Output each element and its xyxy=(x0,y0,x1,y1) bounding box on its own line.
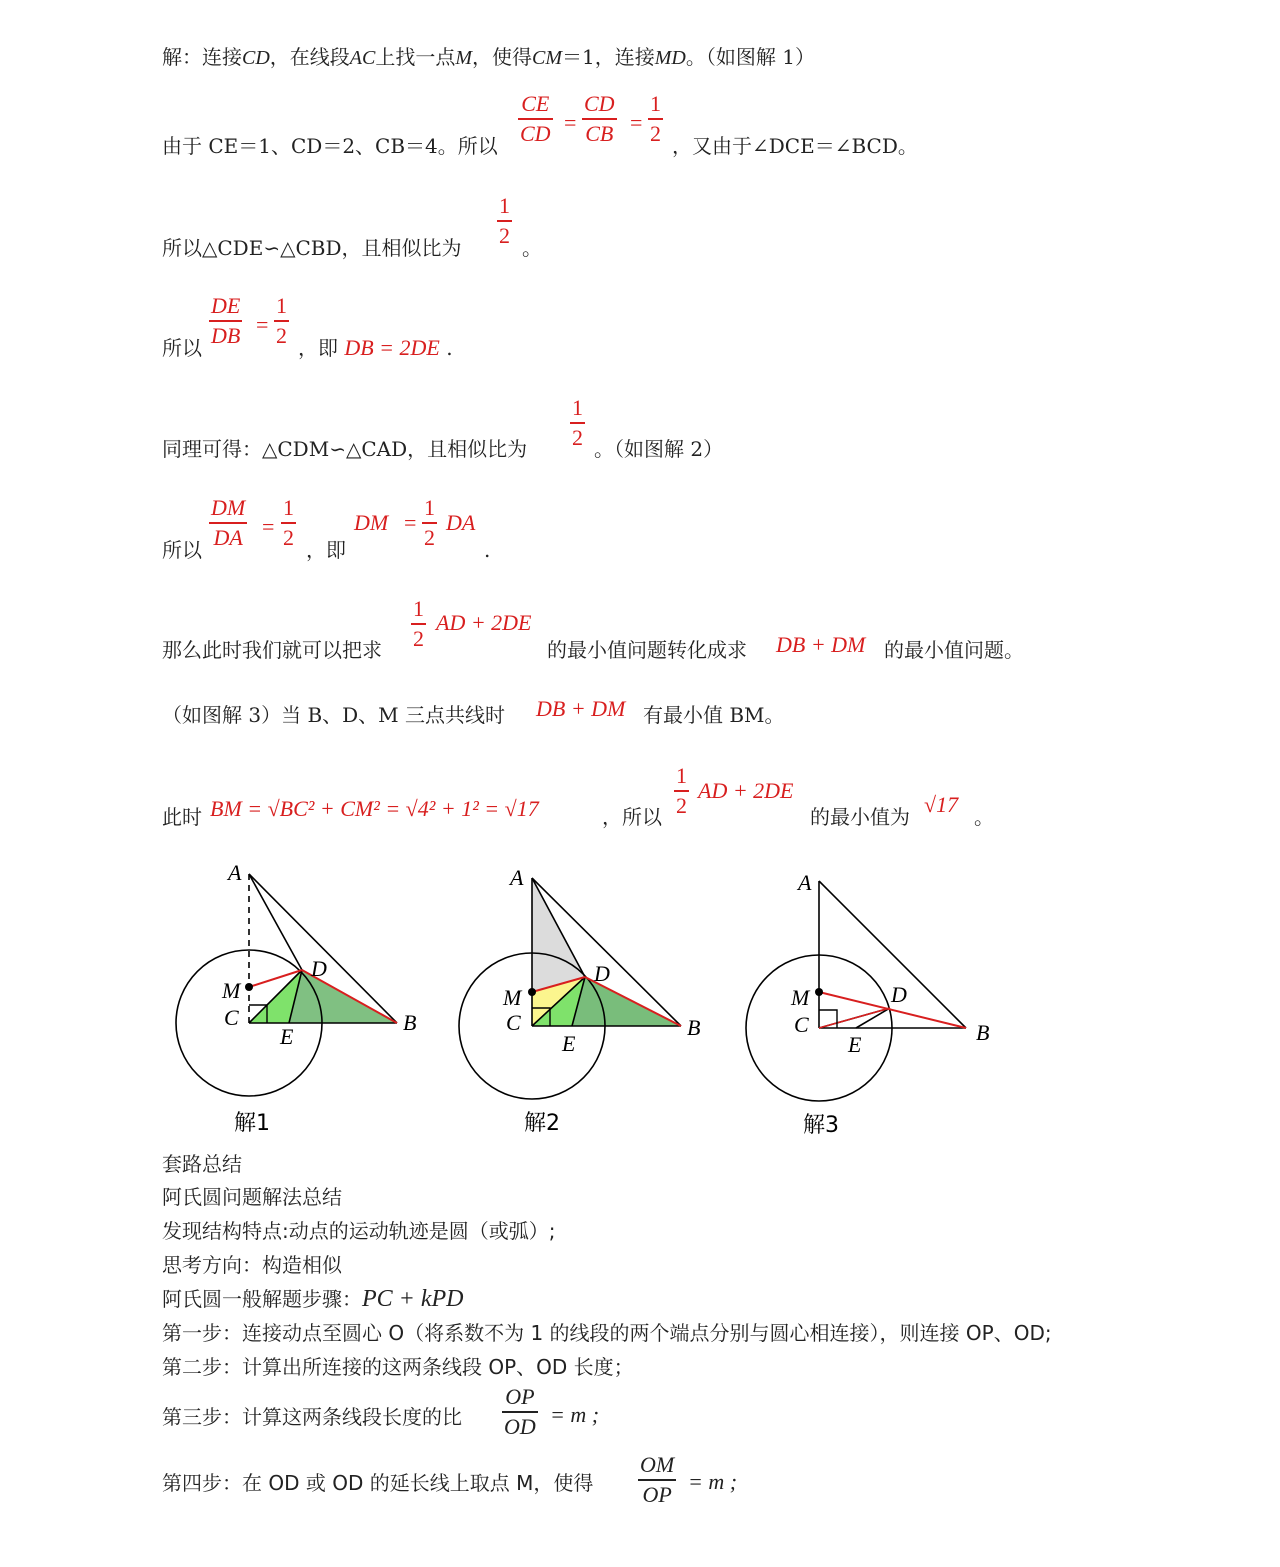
label-b: B xyxy=(976,1020,990,1045)
expr-ad-2de: AD + 2DE xyxy=(436,610,532,635)
line-9 xyxy=(162,805,202,829)
fraction-denominator: OD xyxy=(504,1414,536,1439)
fraction-one-half xyxy=(674,762,689,820)
line-7 xyxy=(162,638,382,662)
text: 所以 xyxy=(162,336,202,360)
label-b: B xyxy=(403,1010,417,1035)
fraction-numerator: CE xyxy=(521,91,550,116)
fraction-numerator: 1 xyxy=(283,495,294,520)
text: 的最小值为 xyxy=(810,805,910,829)
line-6-mid xyxy=(306,538,346,562)
text: 第四步：在 OD 或 OD 的延长线上取点 M，使得 xyxy=(162,1471,594,1495)
line-6 xyxy=(162,538,202,562)
line-5-tail xyxy=(594,437,723,461)
text: 阿氏圆一般解题步骤： xyxy=(162,1287,362,1311)
text: 由于 xyxy=(162,134,202,158)
fraction-denominator: DB xyxy=(211,323,241,348)
figure-3 xyxy=(746,870,989,1138)
line-6-tail xyxy=(484,538,490,562)
equals-m: = m ; xyxy=(550,1402,600,1427)
fraction-one-half xyxy=(411,595,426,653)
equals-m: = m ; xyxy=(688,1469,738,1494)
summary-step-3 xyxy=(162,1405,462,1429)
label-m: M xyxy=(222,978,241,1003)
fraction-denominator: 2 xyxy=(572,425,583,450)
text: 同理可得：△CDM∽△CAD，且相似比为 xyxy=(162,437,528,461)
fraction-numerator: 1 xyxy=(276,293,287,318)
label-a: A xyxy=(510,865,524,890)
expr-ad-2de: AD + 2DE xyxy=(698,778,794,803)
line-4-tail xyxy=(298,336,453,360)
summary-direction: 思考方向：构造相似 xyxy=(162,1253,342,1277)
fraction-numerator: DM xyxy=(211,495,246,520)
text: ，使得 xyxy=(472,45,533,69)
text: 所以 xyxy=(162,538,202,562)
fraction-denominator: CD xyxy=(520,121,551,146)
line-8 xyxy=(162,703,505,727)
expr-da: DA xyxy=(446,510,476,535)
label-m: M xyxy=(503,985,522,1010)
equals-sign: = xyxy=(256,312,269,337)
expr-sqrt17: √17 xyxy=(924,792,959,817)
equals-sign: = xyxy=(630,110,643,135)
fraction-dm-da xyxy=(209,494,247,552)
line-9-tail xyxy=(974,805,994,829)
text: 有最小值 BM。 xyxy=(643,703,785,727)
label-d: D xyxy=(311,956,327,981)
line-2-lead xyxy=(162,134,498,158)
fraction-numerator: 1 xyxy=(424,495,435,520)
label-m: M xyxy=(791,985,810,1010)
text: . xyxy=(484,538,491,562)
fraction-denominator: DA xyxy=(213,525,243,550)
line-3-tail xyxy=(522,236,542,260)
summary-feature: 发现结构特点:动点的运动轨迹是圆（或弧）; xyxy=(162,1219,556,1243)
point-m xyxy=(245,983,253,991)
expr-db-dm: DB + DM xyxy=(776,632,866,657)
expr-db-dm: DB + DM xyxy=(536,696,626,721)
text: 解：连接 xyxy=(162,45,242,69)
label-e: E xyxy=(848,1032,862,1057)
figure-1 xyxy=(176,860,416,1136)
fraction-denominator: 2 xyxy=(650,121,661,146)
summary-subtitle: 阿氏圆问题解法总结 xyxy=(162,1185,342,1209)
var-cd: CD xyxy=(242,47,270,69)
summary-step-4 xyxy=(162,1471,593,1495)
equals-sign: = xyxy=(404,510,417,535)
fraction-numerator: CD xyxy=(584,91,615,116)
label-e: E xyxy=(280,1024,294,1049)
label-a: A xyxy=(228,860,242,885)
var-m: M xyxy=(455,47,473,69)
fraction-numerator: 1 xyxy=(572,395,583,420)
var-ac: AC xyxy=(349,47,376,69)
line-8-tail xyxy=(643,703,785,727)
summary-step-1: 第一步：连接动点至圆心 O（将系数不为 1 的线段的两个端点分别与圆心相连接），则连接 OP、OD; xyxy=(162,1321,1052,1345)
fraction-denominator: 2 xyxy=(499,223,510,248)
fraction-one-half xyxy=(281,494,296,552)
fraction-denominator: 2 xyxy=(413,626,424,651)
fraction-denominator: OP xyxy=(642,1482,672,1507)
fraction-one-half xyxy=(648,90,663,148)
fraction-numerator: 1 xyxy=(413,596,424,621)
label-a: A xyxy=(798,870,812,895)
fraction-cd-cb xyxy=(582,90,617,148)
text: 那么此时我们就可以把求 xyxy=(162,638,382,662)
line-1 xyxy=(162,45,815,70)
text: ＝1，连接 xyxy=(562,45,655,69)
text: 。（如图解 2） xyxy=(594,437,724,461)
geometry-figures xyxy=(0,850,1280,1150)
summary-step-2: 第二步：计算出所连接的这两条线段 OP、OD 长度； xyxy=(162,1355,634,1379)
fraction-numerator: 1 xyxy=(650,91,661,116)
text: 所以△CDE∽△CBD，且相似比为 xyxy=(162,236,462,260)
text: 。 xyxy=(974,805,994,829)
line-2-tail xyxy=(672,134,918,158)
text: ，即 xyxy=(298,336,338,360)
line-9-mid2 xyxy=(810,805,910,829)
point-m xyxy=(528,988,536,996)
equals-sign: = xyxy=(262,514,275,539)
fraction-denominator: CB xyxy=(585,121,614,146)
expr-bm-sqrt17: BM = √BC² + CM² = √4² + 1² = √17 xyxy=(210,796,539,821)
fraction-numerator: OP xyxy=(505,1384,535,1409)
text: ，又由于∠DCE＝∠BCD。 xyxy=(672,134,918,158)
line-7-tail xyxy=(884,638,1024,662)
equals-sign: = xyxy=(564,110,577,135)
label-b: B xyxy=(687,1015,701,1040)
line-9-mid xyxy=(602,805,662,829)
caption-fig3: 解3 xyxy=(803,1113,839,1138)
text: 。（如图解 1） xyxy=(685,45,815,69)
text: 的最小值问题转化成求 xyxy=(547,638,747,662)
text: 。 xyxy=(522,236,542,260)
figure-2 xyxy=(459,865,700,1136)
text: ，在线段 xyxy=(269,45,350,69)
fraction-de-db xyxy=(209,292,242,350)
segment-db xyxy=(819,1008,890,1028)
fraction-one-half xyxy=(570,394,585,452)
fraction-one-half xyxy=(274,292,289,350)
text: 的最小值问题。 xyxy=(884,638,1024,662)
text: （如图解 3）当 B、D、M 三点共线时 xyxy=(162,703,506,727)
fraction-numerator: 1 xyxy=(676,763,687,788)
text: 第三步：计算这两条线段长度的比 xyxy=(162,1405,462,1429)
fraction-numerator: DE xyxy=(211,293,241,318)
var-md: MD xyxy=(654,47,686,69)
fraction-denominator: 2 xyxy=(276,323,287,348)
expr-db-2de: DB = 2DE xyxy=(344,335,440,360)
summary-general xyxy=(162,1287,464,1311)
caption-fig1: 解1 xyxy=(234,1111,270,1136)
text: . xyxy=(446,336,453,360)
line-7-mid xyxy=(547,638,747,662)
line-3 xyxy=(162,236,462,260)
fraction-one-half xyxy=(422,494,437,552)
label-e: E xyxy=(562,1031,576,1056)
line-4 xyxy=(162,336,202,360)
fraction-numerator: 1 xyxy=(499,193,510,218)
segment-de xyxy=(856,1008,890,1028)
fraction-denominator: 2 xyxy=(424,525,435,550)
fraction-one-half xyxy=(497,192,512,250)
line-5 xyxy=(162,437,527,461)
text: ，即 xyxy=(306,538,346,562)
text: CE＝1、CD＝2、CB＝4。所以 xyxy=(208,134,498,158)
var-cm: CM xyxy=(532,47,563,69)
label-d: D xyxy=(891,982,907,1007)
label-c: C xyxy=(506,1010,521,1035)
fraction-denominator: 2 xyxy=(283,525,294,550)
text: ，所以 xyxy=(602,805,662,829)
label-c: C xyxy=(224,1005,239,1030)
text: 上找一点 xyxy=(375,45,456,69)
fraction-ce-cd xyxy=(518,90,553,148)
text: 此时 xyxy=(162,805,202,829)
label-c: C xyxy=(794,1012,809,1037)
caption-fig2: 解2 xyxy=(524,1111,560,1136)
point-m xyxy=(815,988,823,996)
label-d: D xyxy=(594,961,610,986)
expr-pc-kpd: PC + kPD xyxy=(362,1286,464,1312)
expr-dm: DM xyxy=(354,510,389,535)
summary-title: 套路总结 xyxy=(162,1152,242,1176)
fraction-om-op xyxy=(638,1451,676,1509)
fraction-denominator: 2 xyxy=(676,793,687,818)
fraction-op-od xyxy=(502,1383,538,1441)
fraction-numerator: OM xyxy=(640,1452,675,1477)
